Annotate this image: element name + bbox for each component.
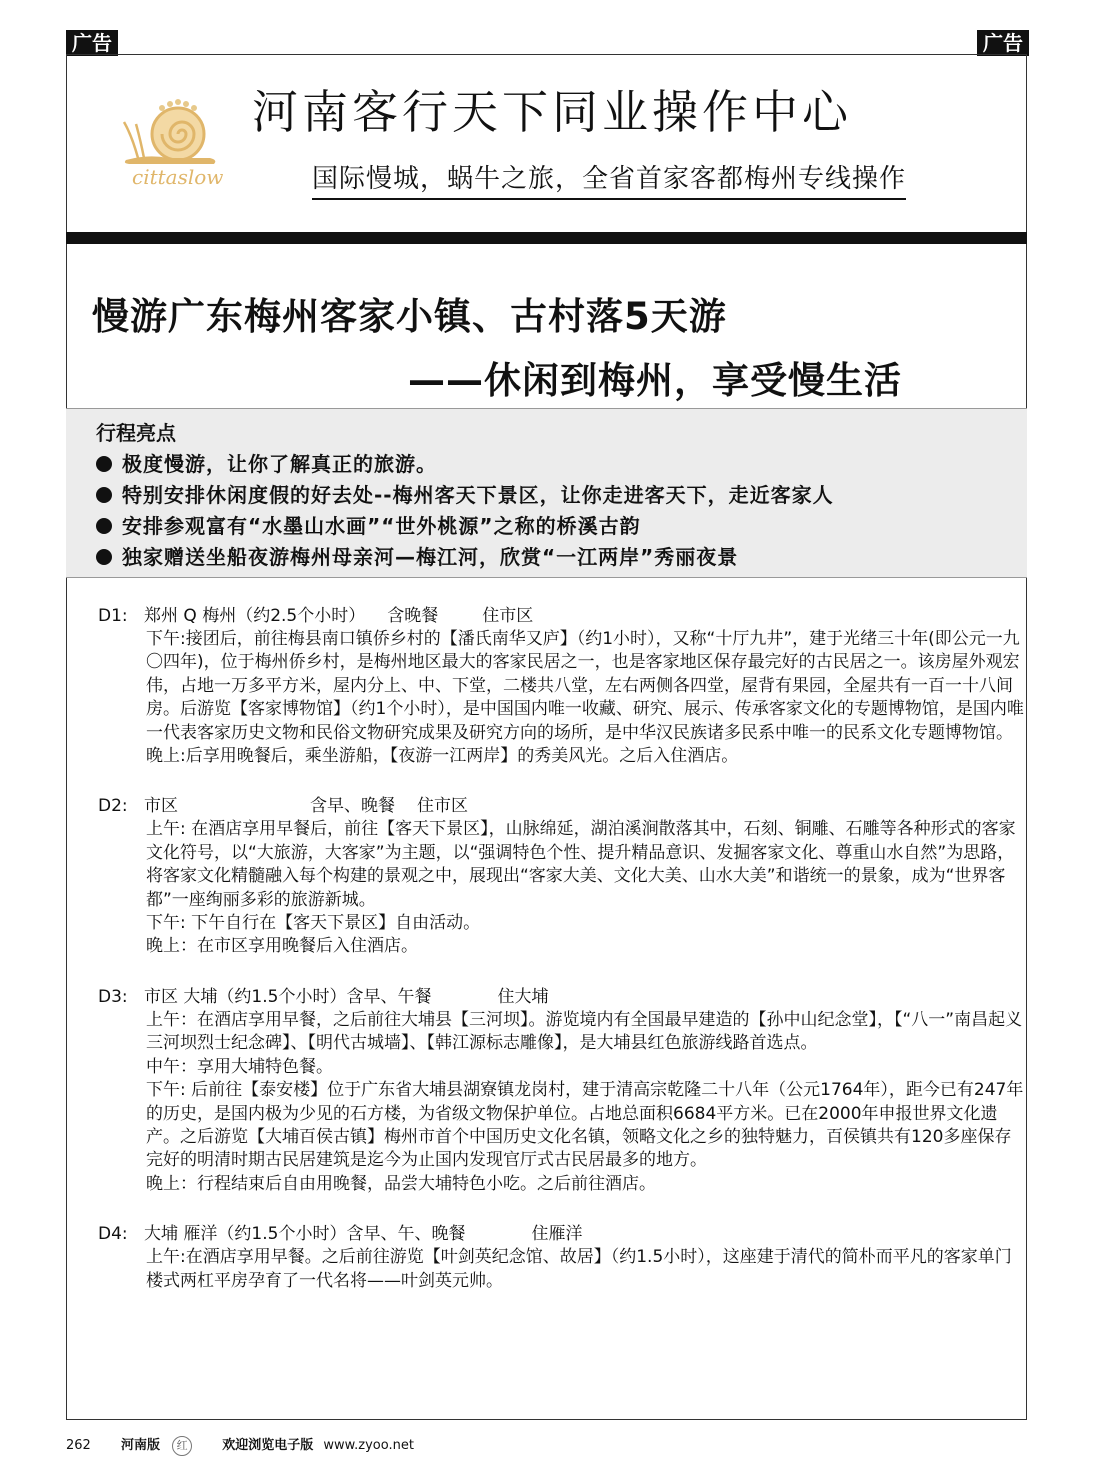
day-header [98, 604, 1028, 628]
day-text: 上午:在酒店享用早餐。之后前往游览【叶剑英纪念馆、故居】（约1.5小时），这座建于清代的简朴而平凡的客家单门楼式两杠平房孕育了一代名将——叶剑英元帅。 [146, 1247, 1012, 1291]
day-header [98, 794, 1028, 818]
day-header [98, 1222, 1028, 1246]
logo-text: cittaslow [132, 165, 224, 189]
day-text: 晚上：行程结束后自由用晚餐，品尝大埔特色小吃。之后前往酒店。 [146, 1173, 656, 1194]
day-text: 晚上：在市区享用晚餐后入住酒店。 [146, 936, 418, 957]
day-block [98, 985, 1028, 1196]
page-title: 河南客行天下同业操作中心 [252, 85, 852, 139]
day-block [98, 794, 1028, 958]
list-item: 安排参观富有“水墨山水画”“世外桃源”之称的桥溪古韵 [96, 511, 834, 542]
day-label: D2: [98, 796, 128, 817]
highlights-title: 行程亮点 [96, 421, 176, 445]
footer-slogan: 欢迎浏览电子版 [222, 1438, 314, 1453]
highlights-list [96, 449, 834, 573]
ad-label-left: 广告 [66, 30, 118, 56]
itinerary [98, 604, 1028, 1319]
day-route: 市区 大埔（约1.5个小时） [144, 986, 347, 1007]
ad-label-right: 广告 [977, 30, 1029, 56]
snail-logo-icon [118, 92, 228, 192]
list-item: 特别安排休闲度假的好去处--梅州客天下景区，让你走进客天下，走近客家人 [96, 480, 834, 511]
day-header [98, 985, 1028, 1009]
highlights-box [66, 408, 1027, 578]
page-number: 262 [66, 1438, 91, 1453]
day-label: D3: [98, 986, 128, 1007]
day-meals: 含晚餐 [387, 606, 439, 626]
day-text: 下午: 后前往【泰安楼】位于广东省大埔县湖寮镇龙岗村，建于清高宗乾隆二十八年（公元1764年），距今已有247年的历史，是国内极为少见的石方楼，为省级文物保护单位。占地总面积6684平方米。已在2000年申报世界文化遗产。之后游览【大埔百侯古镇】梅州市首个中国历史文化名镇，领略文化之乡的独特魅力，百侯镇共有120多座保存完好的明清时期古民居建筑是迄今为止国内发现官厅式古民居最多的地方。 [146, 1080, 1024, 1171]
day-text: 中午：享用大埔特色餐。 [146, 1056, 333, 1077]
day-text: 上午：在酒店享用早餐，之后前往大埔县【三河坝】。游览境内有全国最早建造的【孙中山纪念堂】，【“八一”南昌起义三河坝烈士纪念碑】、【明代古城墙】、【韩江源标志雕像】，是大埔县红色旅游线路首选点。 [146, 1009, 1023, 1054]
day-stay: 住大埔 [497, 986, 549, 1007]
footer-url[interactable]: www.zyoo.net [323, 1438, 414, 1453]
day-route: 郑州 Q 梅州（约2.5个小时） [144, 606, 366, 626]
day-meals: 含早、晚餐 [310, 796, 395, 817]
day-text: 上午: 在酒店享用早餐后，前往【客天下景区】，山脉绵延，湖泊溪涧散落其中，石刻、铜雕、石雕等各种形式的客家文化符号，以“大旅游，大客家”为主题，以“强调特色个性、提升精品意识、发掘客家文化、尊重山水自然”为思路，将客家文化精髓融入每个构建的景观之中，展现出“客家大美、文化大美、山水大美”和谐统一的景象，成为“世界客都”一座绚丽多彩的旅游新城。 [146, 819, 1016, 910]
day-label: D4: [98, 1224, 128, 1245]
bullet-icon [96, 487, 112, 503]
bullet-icon [96, 518, 112, 534]
divider-bar [66, 232, 1027, 244]
bullet-icon [96, 456, 112, 472]
day-text: 下午: 下午自行在【客天下景区】自由活动。 [146, 913, 481, 934]
day-stay: 住市区 [417, 796, 468, 817]
list-item: 极度慢游，让你了解真正的旅游。 [96, 449, 834, 480]
day-meals: 含早、午餐 [346, 986, 432, 1007]
headline-line-1: 慢游广东梅州客家小镇、古村落5天游 [92, 295, 727, 338]
day-meals: 含早、午、晚餐 [346, 1224, 466, 1245]
day-stay: 住市区 [482, 606, 534, 626]
list-item: 独家赠送坐船夜游梅州母亲河—梅江河，欣赏“一江两岸”秀丽夜景 [96, 542, 834, 573]
bullet-icon [96, 549, 112, 565]
day-text: 晚上:后享用晚餐后，乘坐游船，【夜游一江两岸】的秀美风光。之后入住酒店。 [146, 746, 739, 767]
day-text: 下午:接团后，前往梅县南口镇侨乡村的【潘氏南华又庐】（约1小时），又称“十厅九井”，建于光绪三十年(即公元一九〇四年)，位于梅州侨乡村，是梅州地区最大的客家民居之一，也是客家地区保存最完好的古民居之一。该房屋外观宏伟，占地一万多平方米，屋内分上、中、下堂，二楼共八堂，左右两侧各四堂，屋背有果园，全屋共有一百一十八间房。后游览【客家博物馆】（约1个小时），是中国国内唯一收藏、研究、展示、传承客家文化的专题博物馆，是国内唯一代表客家历史文物和民俗文物研究成果及研究方向的场所，是中华汉民族诸多民系中唯一的民系文化专题博物馆。 [146, 629, 1024, 743]
page-subtitle: 国际慢城，蜗牛之旅，全省首家客都梅州专线操作 [312, 158, 906, 200]
day-route: 市区 [144, 796, 178, 817]
day-route: 大埔 雁洋（约1.5个小时） [144, 1224, 347, 1245]
edition-label: 河南版 [120, 1438, 160, 1453]
page-footer [66, 1434, 440, 1456]
day-block [98, 604, 1028, 768]
day-label: D1: [98, 606, 128, 626]
headline-line-2: ——休闲到梅州，享受慢生活 [408, 359, 902, 402]
day-stay: 住雁洋 [531, 1224, 583, 1245]
day-block [98, 1222, 1028, 1293]
edition-seal: 红 [172, 1436, 192, 1456]
